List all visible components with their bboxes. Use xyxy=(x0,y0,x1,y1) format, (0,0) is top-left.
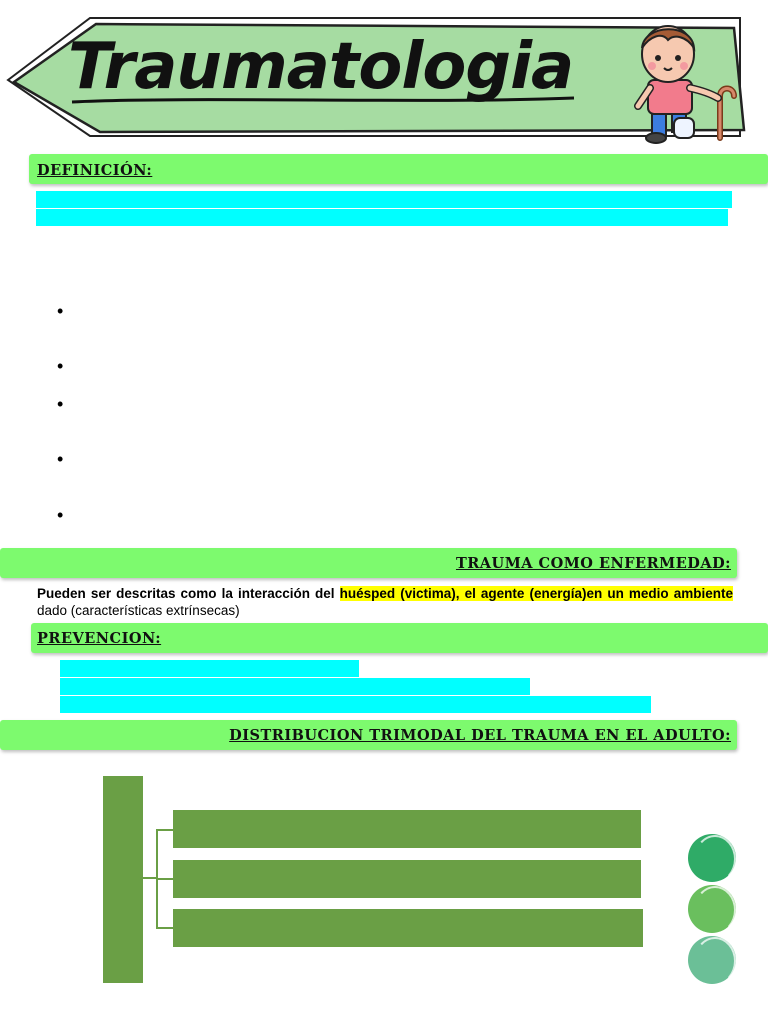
distribucion-heading: DISTRIBUCION TRIMODAL DEL TRAUMA EN EL ADULTO: xyxy=(229,727,731,744)
definicion-heading: DEFINICIÓN: xyxy=(37,162,153,179)
definicion-highlight-line-2 xyxy=(36,209,728,226)
title-banner xyxy=(0,0,768,150)
diagram-branch-box-1 xyxy=(173,810,641,848)
prevencion-heading: PREVENCION: xyxy=(37,630,162,647)
trauma-text-highlight: huésped (victima), el agente (energía)en un medio ambiente xyxy=(339,586,733,601)
list-item-bullet-2: • xyxy=(57,356,64,376)
diagram-connector-branch-2 xyxy=(156,878,173,880)
diagram-root-box xyxy=(103,776,143,983)
list-item-bullet-5: • xyxy=(57,505,64,525)
diagram-branch-box-3 xyxy=(173,909,643,947)
list-item-bullet-1: • xyxy=(57,301,64,321)
page-title: Traumatologia xyxy=(68,30,574,104)
diagram-connector-horizontal xyxy=(143,877,157,879)
trauma-enfermedad-heading: TRAUMA COMO ENFERMEDAD: xyxy=(455,555,731,572)
decorative-circle-3 xyxy=(688,936,736,984)
trauma-text-after: dado (características extrínsecas) xyxy=(37,603,240,618)
prevencion-highlight-line-2 xyxy=(60,678,530,695)
list-item-bullet-4: • xyxy=(57,449,64,469)
diagram-connector-branch-3 xyxy=(156,927,173,929)
elderly-person-with-cane-icon xyxy=(628,18,740,146)
diagram-branch-box-2 xyxy=(173,860,641,898)
prevencion-highlight-line-1 xyxy=(60,660,359,677)
prevencion-highlight-line-3 xyxy=(60,696,651,713)
trauma-text-before: Pueden ser descritas como la interacción del xyxy=(37,586,340,601)
list-item-bullet-3: • xyxy=(57,394,64,414)
decorative-circle-2 xyxy=(688,885,736,933)
definicion-highlight-line-1 xyxy=(36,191,732,208)
trauma-enfermedad-paragraph xyxy=(37,585,733,619)
diagram-connector-branch-1 xyxy=(156,829,173,831)
decorative-circle-1 xyxy=(688,834,736,882)
